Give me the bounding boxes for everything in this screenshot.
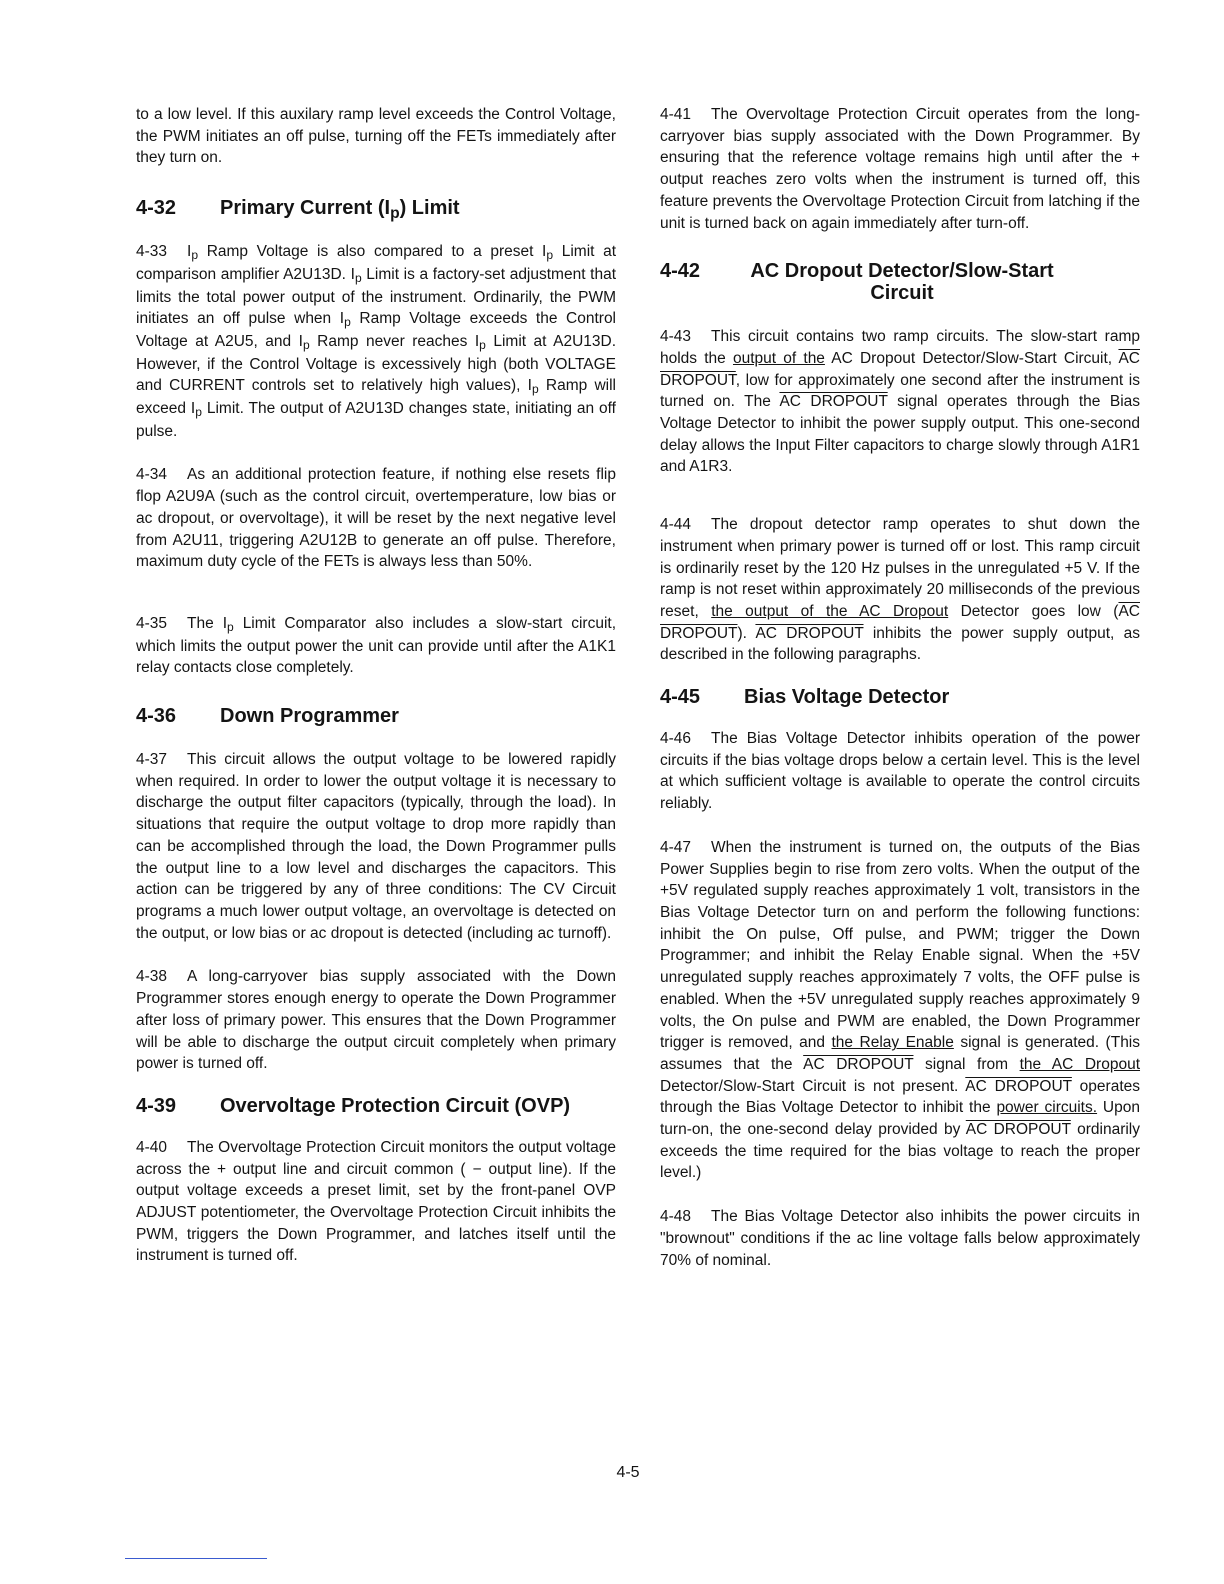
section-number: 4-32 bbox=[136, 197, 177, 220]
section-heading-4-42: 4-42 AC Dropout Detector/Slow-Start Circuit bbox=[660, 260, 1054, 305]
footer-rule bbox=[125, 1558, 267, 1559]
paragraph-4-44: 4-44 The dropout detector ramp operates to shut down the instrument when primary power is turned off or lost. This ramp circuit is ordinarily reset by the 120 Hz pulses in the unregulated +5 V. If the ramp is not reset within approximately 20 milliseconds of the previous reset, the output of the AC Dropout Detector goes low (AC DROPOUT). AC DROPOUT inhibits the power supply output, as described in the following paragraphs. bbox=[660, 516, 1140, 664]
paragraph-4-33: 4-33 Ip Ramp Voltage is also compared to a preset Ip Limit at comparison amplifier A2U13D. Ip Limit is a factory-set adjustment that limits the total power output of the instrument. Ordinarily, the PWM initiates an off pulse when Ip Ramp Voltage exceeds the Control Voltage at A2U5, and Ip Ramp never reaches Ip Limit at A2U13D. However, if the Control Voltage is excessively high (both VOLTAGE and CURRENT controls set to relatively high values), Ip Ramp will exceed Ip Limit. The output of A2U13D changes state, initiating an off pulse. bbox=[136, 243, 617, 440]
paragraph-4-47: 4-47 When the instrument is turned on, the outputs of the Bias Power Supplies begin to rise from zero volts. When the output of the +5V regulated supply reaches approximately 1 volt, transistors in the Bias Voltage Detector turn on and perform the following functions: inhibit the On pulse, Off pulse, and PWM; trigger the Down Programmer; and inhibit the Relay Enable signal. When the +5V unregulated supply reaches approximately 7 volts, the OFF pulse is enabled. When the +5V unregulated supply reaches approximately 9 volts, the On pulse and PWM are enabled, the Down Programmer trigger is removed, and the Relay Enable signal is generated. (This assumes that the AC DROPOUT signal from the AC Dropout Detector/Slow-Start Circuit is not present. AC DROPOUT operates through the Bias Voltage Detector to inhibit the power circuits. Upon turn-on, the one-second delay provided by AC DROPOUT ordinarily exceeds the time required for the bias voltage to reach the proper level.) bbox=[660, 838, 1141, 1182]
paragraph-4-34: 4-34 As an additional protection feature, if nothing else resets flip flop A2U9A (such as the control circuit, overtemperature, low bias or ac dropout, or overvoltage), it will be reset by the next negative level from A2U11, triggering A2U12B to generate an off pulse. Therefore, maximum duty cycle of the FETs is always less than 50%. bbox=[136, 466, 616, 571]
right-column bbox=[660, 104, 1140, 1271]
paragraph-4-41: 4-41 The Overvoltage Protection Circuit operates from the long-carryover bias supply associated with the Down Programmer. By ensuring that the reference voltage remains high until after the + output reaches zero volts when the instrument is turned off, this feature prevents the Overvoltage Protection Circuit from latching if the unit is turned back on again immediately after turn-off. bbox=[660, 106, 1140, 232]
paragraph-4-48: 4-48 The Bias Voltage Detector also inhibits the power circuits in "brownout" conditions if the ac line voltage falls below approximately 70% of nominal. bbox=[660, 1208, 1140, 1269]
page-number: 4-5 bbox=[616, 1464, 640, 1481]
paragraph-4-38: 4-38 A long-carryover bias supply associated with the Down Programmer stores enough energy to operate the Down Programmer after loss of primary power. This ensures that the Down Programmer will be able to discharge the output circuit completely when primary power is turned off. bbox=[136, 968, 616, 1073]
section-title: Primary Current (Ip) Limit bbox=[220, 197, 460, 222]
section-heading-4-36: 4-36 Down Programmer bbox=[136, 705, 399, 728]
left-column bbox=[136, 104, 616, 1267]
paragraph-4-46: 4-46 The Bias Voltage Detector inhibits operation of the power circuits if the bias voltage drops below a certain level. This is the level at which sufficient voltage is available to operate the control circuits reliably. bbox=[660, 730, 1140, 813]
paragraph-4-40: 4-40 The Overvoltage Protection Circuit monitors the output voltage across the + output line and circuit common ( − output line). If the output voltage exceeds a preset limit, set by the front-panel OVP ADJUST potentiometer, the Overvoltage Protection Circuit inhibits the PWM, triggers the Down Programmer, and latches itself until the instrument is turned off. bbox=[136, 1138, 616, 1265]
paragraph-4-43: 4-43 This circuit contains two ramp circuits. The slow-start ramp holds the output of the AC Dropout Detector/Slow-Start Circuit, AC DROPOUT, low for approximately one second after the instrument is turned on. The AC DROPOUT signal operates through the Bias Voltage Detector to inhibit the power supply output. This one-second delay allows the Input Filter capacitors to charge slowly through A1R1 and A1R3. bbox=[660, 328, 1141, 476]
section-heading-4-45: 4-45 Bias Voltage Detector bbox=[660, 686, 950, 709]
paragraph-4-35: 4-35 The Ip Limit Comparator also includes a slow-start circuit, which limits the output power the unit can provide until after the A1K1 relay contacts close completely. bbox=[136, 614, 616, 677]
section-heading-4-39: 4-39 Overvoltage Protection Circuit (OVP) bbox=[136, 1094, 571, 1117]
paragraph-4-37: 4-37 This circuit allows the output voltage to be lowered rapidly when required. In order to lower the output voltage it is necessary to discharge the output filter capacitors (typically, through the load). In situations that require the output voltage to drop more rapidly than can be accomplished through the load, the Down Programmer pulls the output line to a low level and discharges the capacitors. This action can be triggered by any of three conditions: The CV Circuit programs a much lower output voltage, an overvoltage is detected on the output, or low bias or ac dropout is detected (including ac turnoff). bbox=[136, 751, 616, 942]
section-heading-4-32 bbox=[136, 197, 616, 221]
intro-paragraph: to a low level. If this auxilary ramp level exceeds the Control Voltage, the PWM initiates an off pulse, turning off the FETs immediately after they turn on. bbox=[136, 106, 616, 167]
